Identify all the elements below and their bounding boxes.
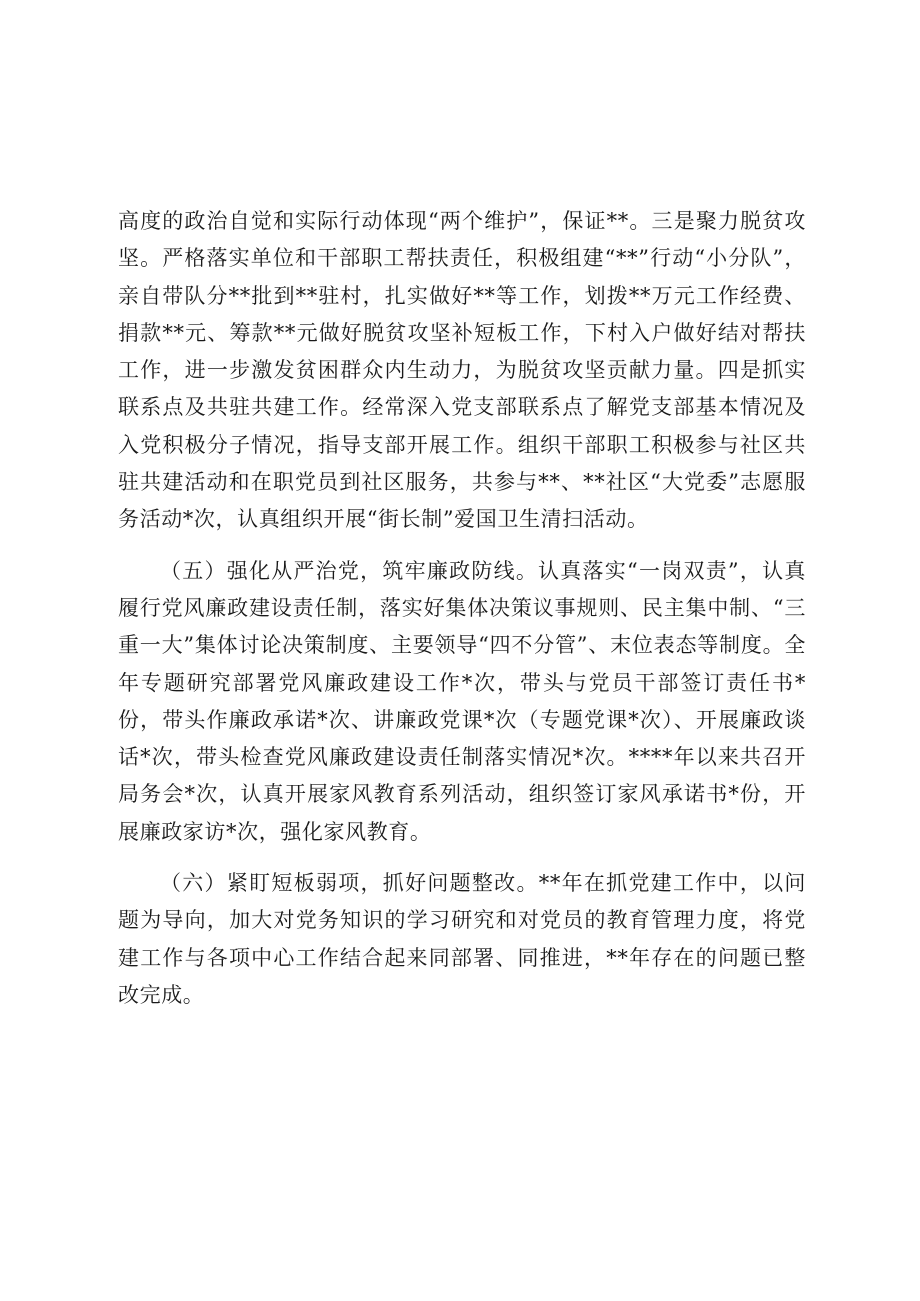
paragraph-section-six: （六）紧盯短板弱项，抓好问题整改。**年在抓党建工作中，以问题为导向，加大对党务知识的学习研究和对党员的教育管理力度，将党建工作与各项中心工作结合起来同部署、同推进，**年存在的问题已整改完成。	[118, 871, 806, 1007]
document-page	[118, 203, 806, 1014]
paragraph-section-five: （五）强化从严治党，筑牢廉政防线。认真落实“一岗双责”，认真履行党风廉政建设责任制，落实好集体决策议事规则、民主集中制、“三重一大”集体讨论决策制度、主要领导“四不分管”、末位表态等制度。全年专题研究部署党风廉政建设工作*次，带头与党员干部签订责任书*份，带头作廉政承诺*次、讲廉政党课*次（专题党课*次）、开展廉政谈话*次，带头检查党风廉政建设责任制落实情况*次。****年以来共召开局务会*次，认真开展家风教育系列活动，组织签订家风承诺书*份，开展廉政家访*次，强化家风教育。	[118, 558, 806, 844]
paragraph-continuation: 高度的政治自觉和实际行动体现“两个维护”，保证**。三是聚力脱贫攻坚。严格落实单位和干部职工帮扶责任，积极组建“**”行动“小分队”，亲自带队分**批到**驻村，扎实做好**等工作，划拨**万元工作经费、捐款**元、筹款**元做好脱贫攻坚补短板工作，下村入户做好结对帮扶工作，进一步激发贫困群众内生动力，为脱贫攻坚贡献力量。四是抓实联系点及共驻共建工作。经常深入党支部联系点了解党支部基本情况及入党积极分子情况，指导支部开展工作。组织干部职工积极参与社区共驻共建活动和在职党员到社区服务，共参与**、**社区“大党委”志愿服务活动*次，认真组织开展“街长制”爱国卫生清扫活动。	[118, 209, 806, 532]
